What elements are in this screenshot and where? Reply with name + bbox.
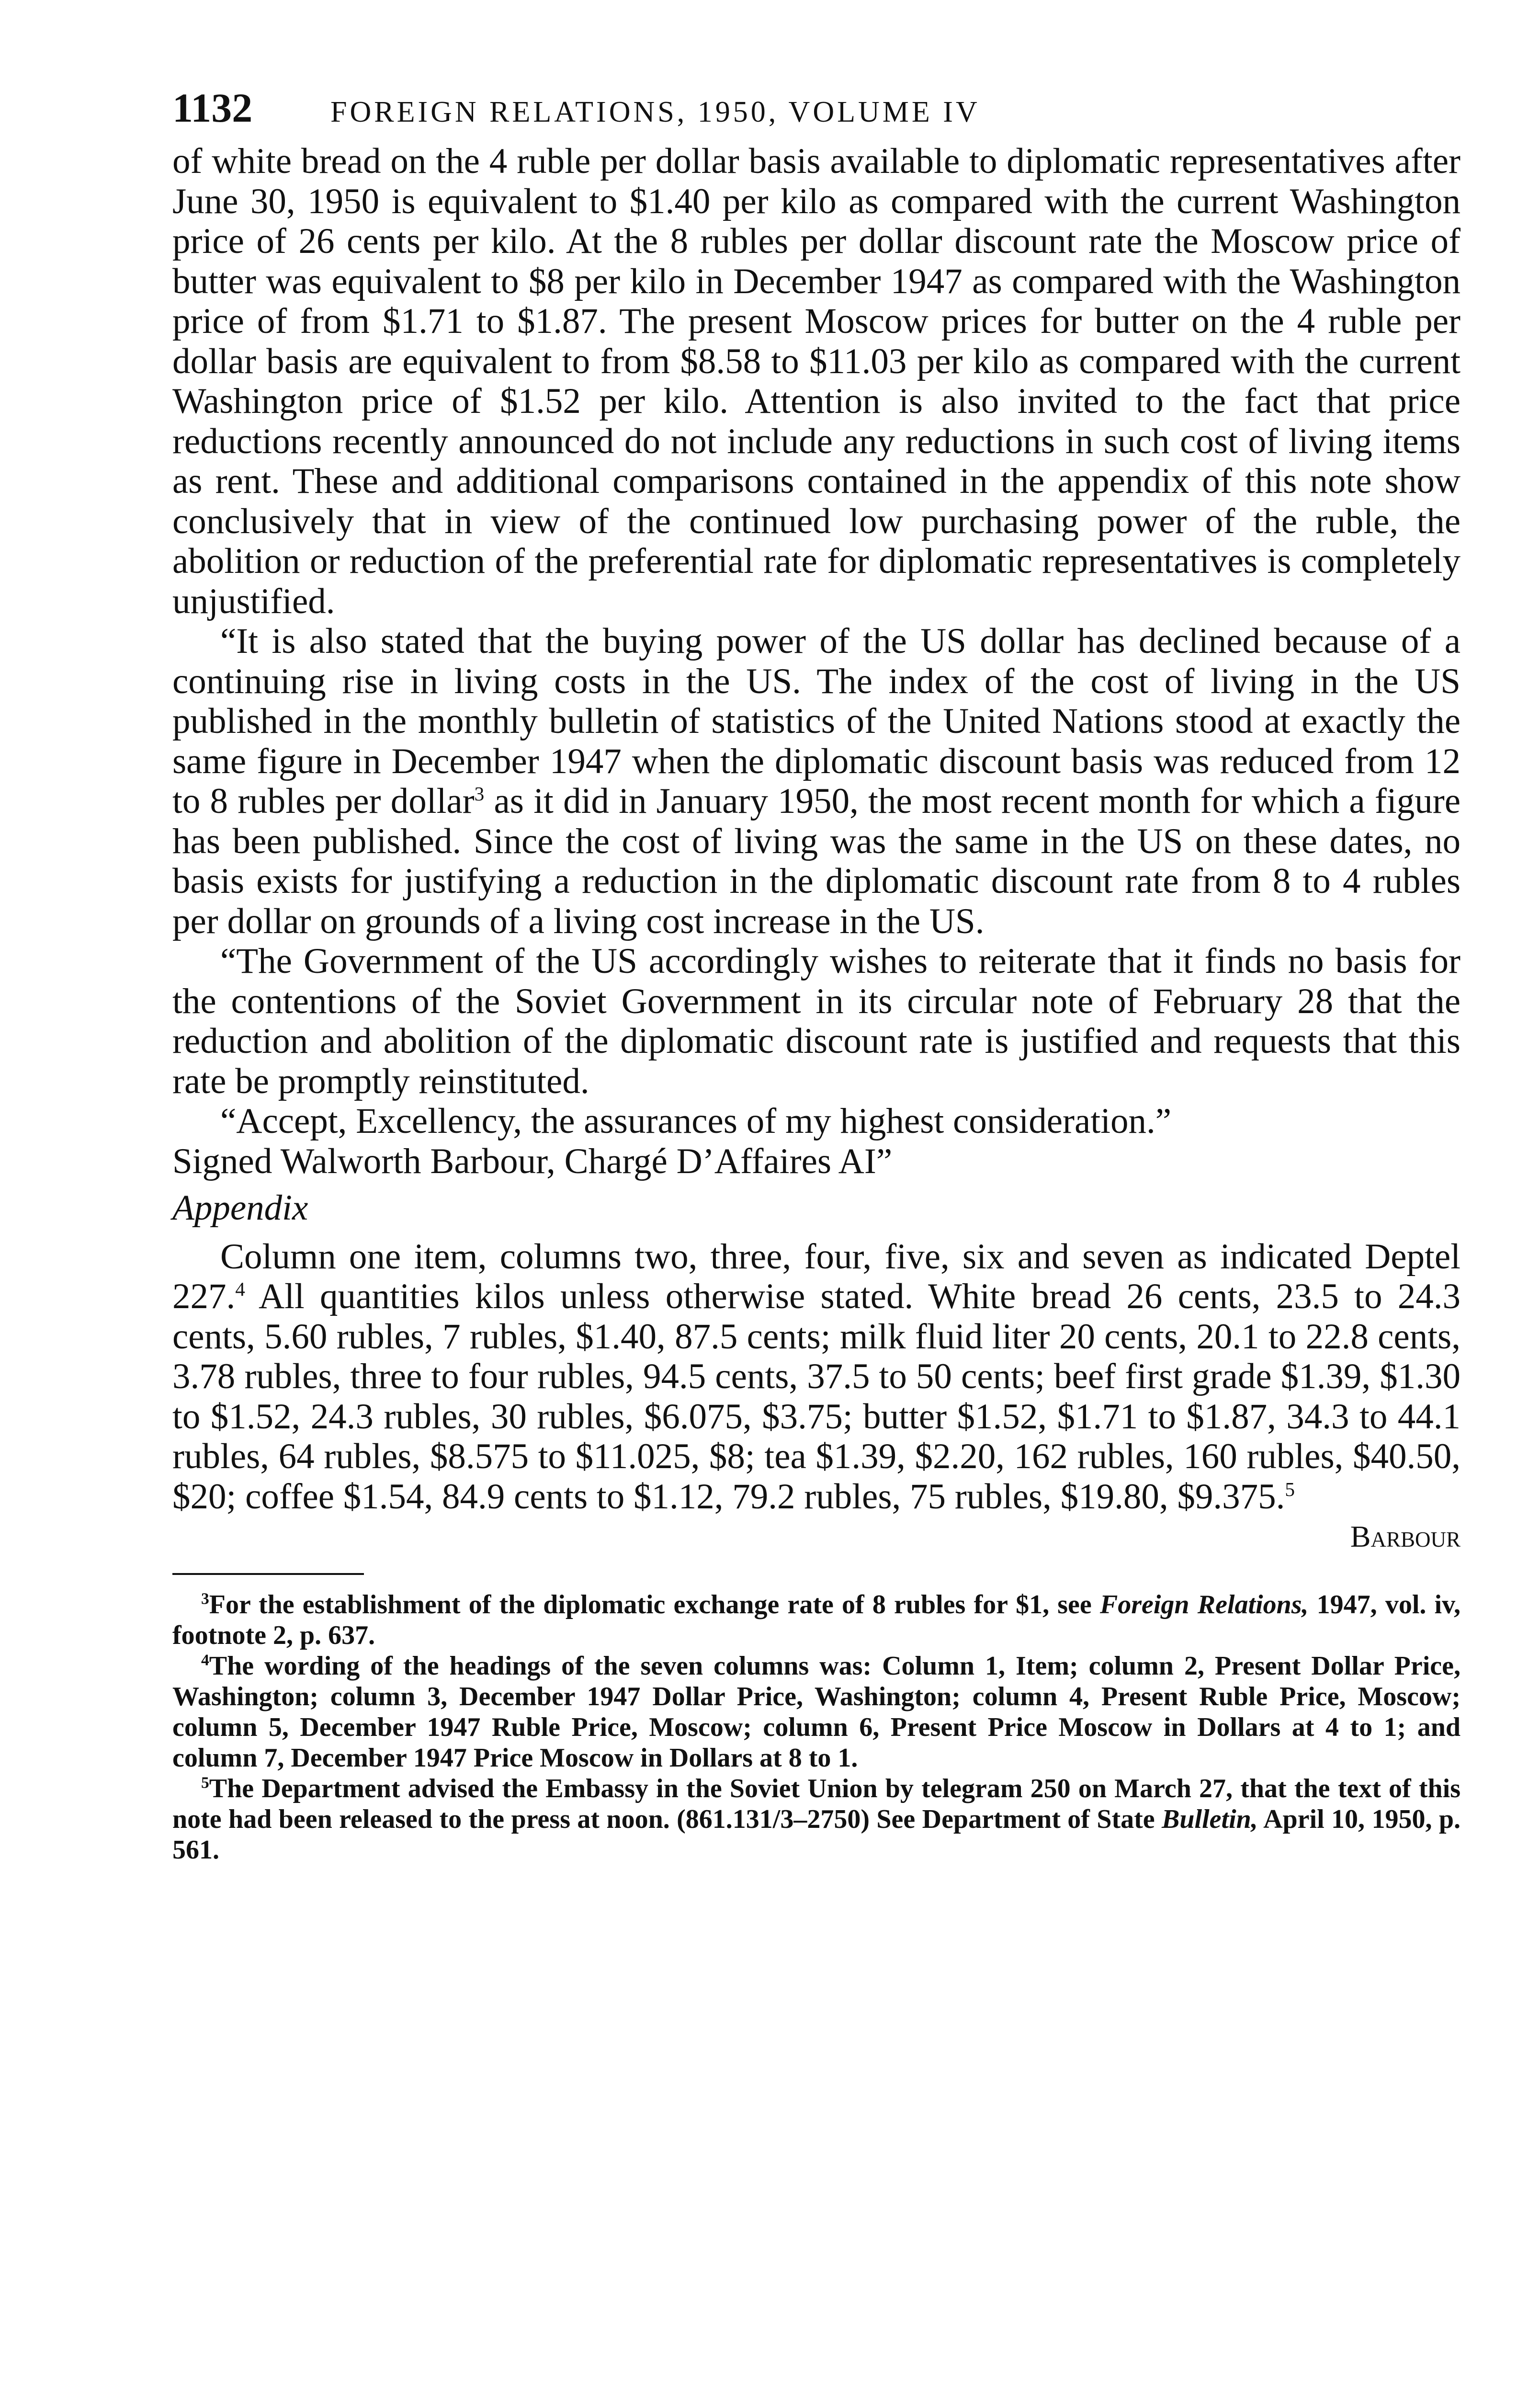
footnote-reference[interactable]: 5 (1285, 1478, 1295, 1500)
footnote-reference[interactable]: 3 (474, 783, 485, 805)
footnote-text: The Department advised the Embassy in the Soviet Union by telegram 250 on March 27, that the text of this note had been released to the press at noon. (861.131/3–2750) See Department of State (172, 1773, 1461, 1834)
paragraph-text: Column one item, columns two, three, four, five, six and seven as indicated Deptel 227. (172, 1236, 1461, 1316)
paragraph-cost-of-living (172, 621, 1461, 941)
paragraph-text: “It is also stated that the buying power of the US dollar has declined because of a continuing rise in living costs in the US. The index of the cost of living in the US published in the monthly bulletin of statistics of the United Nations stood at exactly the same figure in December 1947 when the diplomatic discount basis was reduced from 12 to 8 rubles per dollar (172, 621, 1461, 821)
paragraph-continuation: of white bread on the 4 ruble per dollar basis available to diplomatic representatives after June 30, 1950 is equivalent to $1.40 per kilo as compared with the current Washington price of 26 cents per kilo. At the 8 rubles per dollar discount rate the Moscow price of butter was equivalent to $8 per kilo in December 1947 as compared with the Washington price of from $1.71 to $1.87. The present Moscow prices for butter on the 4 ruble per dollar basis are equivalent to from $8.58 to $11.03 per kilo as compared with the current Washington price of $1.52 per kilo. Attention is also invited to the fact that price reductions recently announced do not include any reductions in such cost of living items as rent. These and additional comparisons contained in the appendix of this note show conclusively that in view of the continued low purchasing power of the ruble, the abolition or reduction of the preferential rate for diplomatic representatives is completely unjustified. (172, 141, 1461, 621)
footnote-4 (172, 1651, 1461, 1773)
footnote-marker: 3 (201, 1589, 209, 1608)
paragraph-reiterate: “The Government of the US accordingly wishes to reiterate that it finds no basis for the contentions of the Soviet Government in its circular note of February 28 that the reduction and abolition of the diplomatic discount rate is justified and requests that this rate be promptly reinstituted. (172, 941, 1461, 1101)
footnote-text: 1947, vol. iv, footnote 2, p. 637. (172, 1589, 1461, 1650)
body-text (172, 141, 1461, 1557)
paragraph-appendix (172, 1237, 1461, 1517)
footnote-marker: 5 (201, 1773, 209, 1791)
footnote-3 (172, 1589, 1461, 1651)
footnote-divider (172, 1573, 364, 1575)
footnote-text: The wording of the headings of the seven columns was: Column 1, Item; column 2, Present Dollar Price, Washington; column 3, December 1947 Dollar Price, Washington; column 4, Present Ruble Price, Moscow; column 5, December 1947 Ruble Price, Moscow; column 6, Present Price Moscow in Dollars at 4 to 1; and column 7, December 1947 Price Moscow in Dollars at 8 to 1. (172, 1651, 1461, 1773)
footnote-text: For the establishment of the diplomatic exchange rate of 8 rubles for $1, see (209, 1589, 1100, 1619)
footnote-reference[interactable]: 4 (235, 1278, 245, 1300)
footnote-text: April 10, 1950, p. 561. (172, 1804, 1461, 1865)
page-number: 1132 (172, 85, 253, 131)
paragraph-text: All quantities kilos unless otherwise stated. White bread 26 cents, 23.5 to 24.3 cents, 5.60 rubles, 7 rubles, $1.40, 87.5 cents; milk fluid liter 20 cents, 20.1 to 22.8 cents, 3.78 rubles, three to four rubles, 94.5 cents, 37.5 to 50 cents; beef first grade $1.39, $1.30 to $1.52, 24.3 rubles, 30 rubles, $6.075, $3.75; butter $1.52, $1.71 to $1.87, 34.3 to 44.1 rubles, 64 rubles, $8.575 to $11.025, $8; tea $1.39, $2.20, 162 rubles, 160 rubles, $40.50, $20; coffee $1.54, 84.9 cents to $1.12, 79.2 rubles, 75 rubles, $19.80, $9.375. (172, 1277, 1461, 1517)
footnote-citation: Foreign Relations, (1099, 1589, 1309, 1619)
signature: Barbour (1350, 1519, 1461, 1553)
footnote-marker: 4 (201, 1651, 209, 1669)
document-page (172, 84, 1461, 1865)
footnote-5 (172, 1773, 1461, 1865)
paragraph-closing: “Accept, Excellency, the assurances of my highest consideration.” (220, 1101, 1172, 1141)
signed-line: Signed Walworth Barbour, Chargé D’Affaires AI” (172, 1141, 893, 1181)
page-header (172, 84, 1461, 141)
appendix-heading: Appendix (172, 1188, 308, 1228)
running-head: FOREIGN RELATIONS, 1950, VOLUME IV (330, 96, 980, 128)
footnotes (172, 1589, 1461, 1865)
paragraph-text: as it did in January 1950, the most recent month for which a figure has been published. Since the cost of living was the same in the US on these dates, no basis exists for justifying a reduction in the diplomatic discount rate from 8 to 4 rubles per dollar on grounds of a living cost increase in the US. (172, 781, 1461, 941)
footnote-citation: Bulletin, (1162, 1804, 1258, 1834)
